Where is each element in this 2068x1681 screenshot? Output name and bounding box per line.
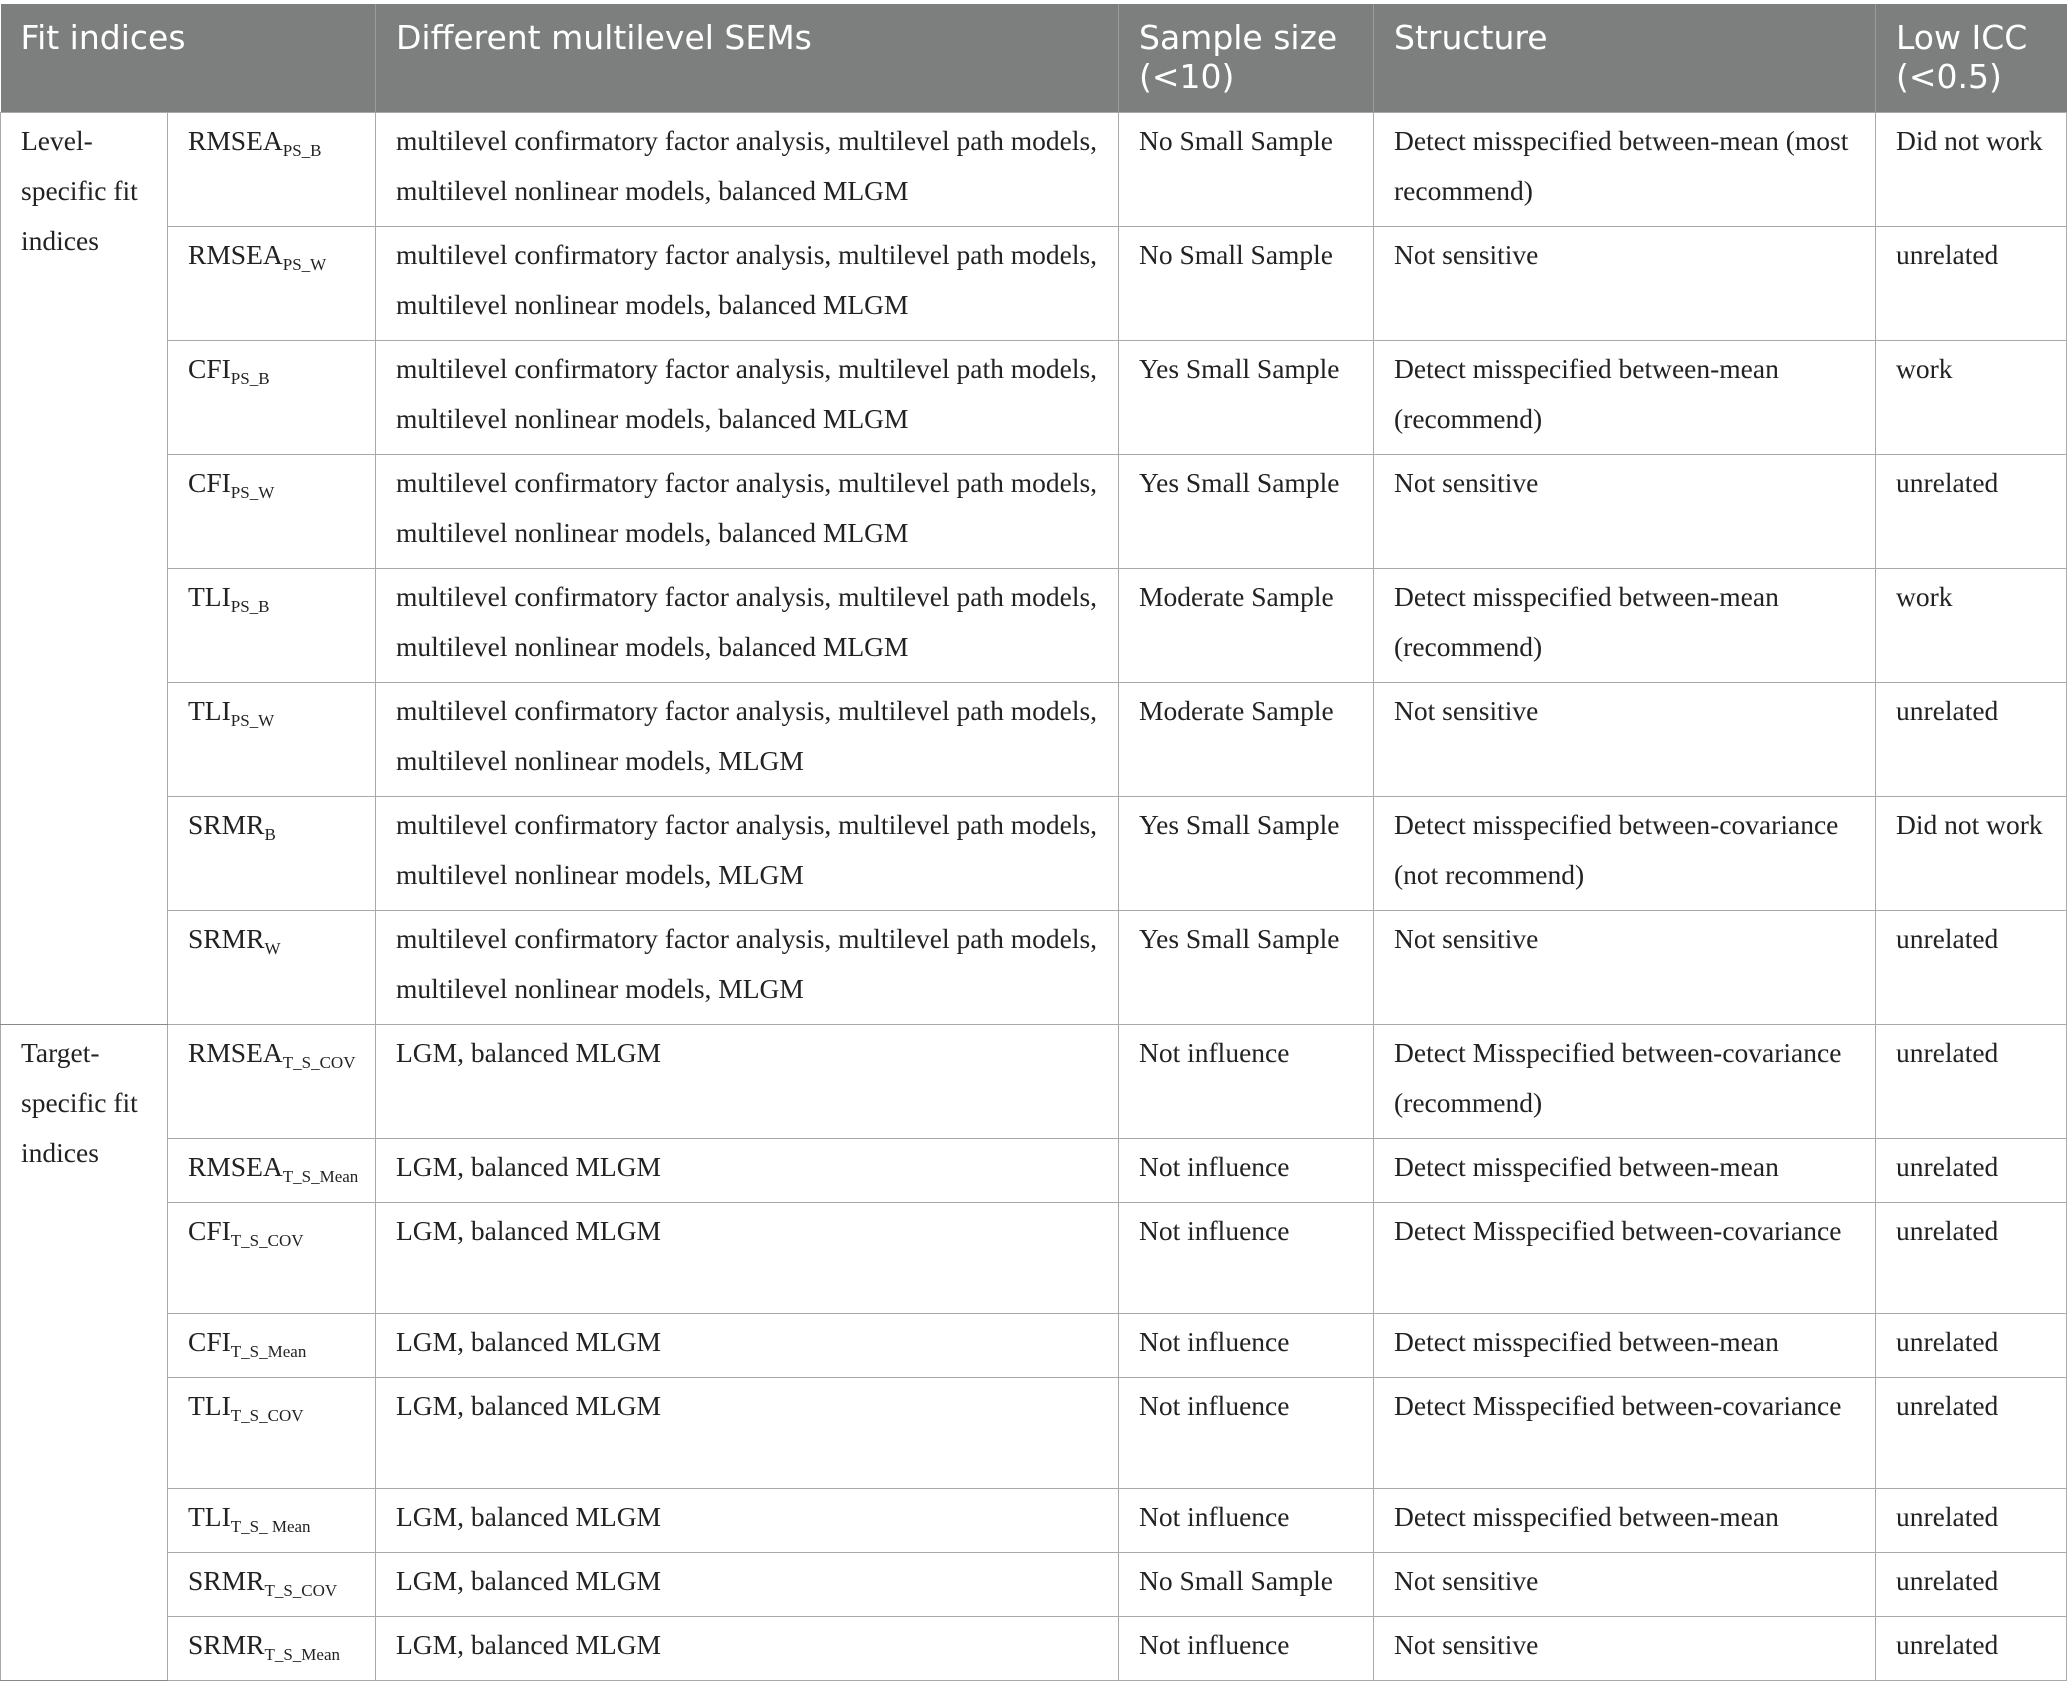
- sample-size-cell: No Small Sample: [1119, 227, 1374, 341]
- models-cell: LGM, balanced MLGM: [376, 1617, 1119, 1681]
- structure-cell: Detect misspecified between-mean: [1374, 1139, 1876, 1203]
- sample-size-cell: No Small Sample: [1119, 113, 1374, 227]
- sample-size-cell: Not influence: [1119, 1489, 1374, 1553]
- fit-index-name: TLI: [188, 695, 231, 726]
- sample-size-cell: Moderate Sample: [1119, 683, 1374, 797]
- fit-index-subscript: T_S_COV: [230, 1406, 304, 1425]
- fit-indices-table-wrapper: [0, 4, 2066, 1681]
- fit-index-name: SRMR: [188, 1565, 265, 1596]
- fit-index-name: RMSEA: [188, 125, 283, 156]
- structure-cell: Detect Misspecified between-covariance (recommend): [1374, 1025, 1876, 1139]
- fit-index-name: CFI: [188, 353, 231, 384]
- fit-index-cell: [168, 797, 376, 911]
- low-icc-cell: unrelated: [1876, 683, 2067, 797]
- table-row: [1, 1378, 2067, 1489]
- low-icc-cell: Did not work: [1876, 113, 2067, 227]
- sample-size-cell: Yes Small Sample: [1119, 455, 1374, 569]
- fit-index-cell: [168, 113, 376, 227]
- low-icc-cell: unrelated: [1876, 455, 2067, 569]
- table-row: [1, 341, 2067, 455]
- structure-cell: Detect misspecified between-mean (recommend): [1374, 341, 1876, 455]
- table-row: [1, 569, 2067, 683]
- table-row: [1, 1314, 2067, 1378]
- models-cell: multilevel confirmatory factor analysis, multilevel path models, multilevel nonlinear models, balanced MLGM: [376, 227, 1119, 341]
- header-structure: Structure: [1374, 4, 1876, 113]
- fit-index-subscript: T_S_COV: [230, 1231, 304, 1250]
- group-target-specific: Target-specific fit indices: [1, 1025, 168, 1681]
- fit-index-subscript: T_S_Mean: [230, 1342, 307, 1361]
- low-icc-cell: Did not work: [1876, 797, 2067, 911]
- table-row: [1, 1553, 2067, 1617]
- fit-index-cell: [168, 911, 376, 1025]
- table-row: [1, 227, 2067, 341]
- fit-index-subscript: PS_B: [230, 597, 270, 616]
- structure-cell: Not sensitive: [1374, 227, 1876, 341]
- fit-index-name: SRMR: [188, 1629, 265, 1660]
- fit-index-cell: [168, 683, 376, 797]
- structure-cell: Detect Misspecified between-covariance: [1374, 1378, 1876, 1489]
- header-fit-indices: Fit indices: [1, 4, 376, 113]
- fit-index-name: CFI: [188, 1326, 231, 1357]
- low-icc-cell: unrelated: [1876, 1203, 2067, 1314]
- low-icc-cell: unrelated: [1876, 1314, 2067, 1378]
- fit-index-name: SRMR: [188, 923, 265, 954]
- fit-index-subscript: PS_W: [282, 255, 327, 274]
- fit-index-name: RMSEA: [188, 239, 283, 270]
- models-cell: LGM, balanced MLGM: [376, 1314, 1119, 1378]
- sample-size-cell: Yes Small Sample: [1119, 797, 1374, 911]
- models-cell: multilevel confirmatory factor analysis, multilevel path models, multilevel nonlinear models, balanced MLGM: [376, 341, 1119, 455]
- fit-index-cell: [168, 1314, 376, 1378]
- models-cell: LGM, balanced MLGM: [376, 1553, 1119, 1617]
- fit-index-subscript: B: [264, 825, 276, 844]
- fit-index-subscript: T_S_COV: [264, 1581, 338, 1600]
- fit-index-cell: [168, 1617, 376, 1681]
- fit-index-cell: [168, 341, 376, 455]
- low-icc-cell: unrelated: [1876, 1139, 2067, 1203]
- sample-size-cell: Not influence: [1119, 1314, 1374, 1378]
- sample-size-cell: Yes Small Sample: [1119, 341, 1374, 455]
- fit-index-subscript: T_S_COV: [282, 1053, 356, 1072]
- structure-cell: Not sensitive: [1374, 1617, 1876, 1681]
- fit-index-name: TLI: [188, 581, 231, 612]
- models-cell: LGM, balanced MLGM: [376, 1203, 1119, 1314]
- models-cell: multilevel confirmatory factor analysis, multilevel path models, multilevel nonlinear models, balanced MLGM: [376, 455, 1119, 569]
- sample-size-cell: Not influence: [1119, 1617, 1374, 1681]
- fit-indices-table: [0, 4, 2067, 1681]
- structure-cell: Detect misspecified between-mean: [1374, 1314, 1876, 1378]
- table-row: [1, 1489, 2067, 1553]
- group-level-specific: Level-specific fit indices: [1, 113, 168, 1025]
- low-icc-cell: unrelated: [1876, 911, 2067, 1025]
- models-cell: LGM, balanced MLGM: [376, 1489, 1119, 1553]
- fit-index-name: TLI: [188, 1501, 231, 1532]
- fit-index-cell: [168, 1489, 376, 1553]
- fit-index-name: RMSEA: [188, 1037, 283, 1068]
- sample-size-cell: Not influence: [1119, 1025, 1374, 1139]
- low-icc-cell: unrelated: [1876, 1489, 2067, 1553]
- header-low-icc: Low ICC (<0.5): [1876, 4, 2067, 113]
- table-header: [1, 4, 2067, 113]
- fit-index-cell: [168, 1203, 376, 1314]
- sample-size-cell: Not influence: [1119, 1378, 1374, 1489]
- table-row: [1, 1139, 2067, 1203]
- fit-index-name: SRMR: [188, 809, 265, 840]
- structure-cell: Not sensitive: [1374, 683, 1876, 797]
- low-icc-cell: unrelated: [1876, 1617, 2067, 1681]
- sample-size-cell: Not influence: [1119, 1139, 1374, 1203]
- fit-index-subscript: PS_W: [230, 483, 275, 502]
- fit-index-subscript: W: [264, 939, 281, 958]
- fit-index-name: CFI: [188, 1215, 231, 1246]
- low-icc-cell: unrelated: [1876, 227, 2067, 341]
- fit-index-name: RMSEA: [188, 1151, 283, 1182]
- sample-size-cell: No Small Sample: [1119, 1553, 1374, 1617]
- models-cell: multilevel confirmatory factor analysis, multilevel path models, multilevel nonlinear models, MLGM: [376, 797, 1119, 911]
- sample-size-cell: Yes Small Sample: [1119, 911, 1374, 1025]
- structure-cell: Detect Misspecified between-covariance: [1374, 1203, 1876, 1314]
- structure-cell: Detect misspecified between-covariance (not recommend): [1374, 797, 1876, 911]
- structure-cell: Not sensitive: [1374, 911, 1876, 1025]
- low-icc-cell: unrelated: [1876, 1553, 2067, 1617]
- fit-index-subscript: PS_B: [230, 369, 270, 388]
- fit-index-cell: [168, 1139, 376, 1203]
- models-cell: LGM, balanced MLGM: [376, 1025, 1119, 1139]
- fit-index-cell: [168, 1553, 376, 1617]
- fit-index-cell: [168, 227, 376, 341]
- table-row: [1, 797, 2067, 911]
- header-models: Different multilevel SEMs: [376, 4, 1119, 113]
- sample-size-cell: Not influence: [1119, 1203, 1374, 1314]
- models-cell: multilevel confirmatory factor analysis, multilevel path models, multilevel nonlinear models, balanced MLGM: [376, 569, 1119, 683]
- table-body: [1, 113, 2067, 1681]
- table-row: [1, 911, 2067, 1025]
- fit-index-cell: [168, 569, 376, 683]
- table-row: [1, 455, 2067, 569]
- table-row: [1, 1203, 2067, 1314]
- fit-index-name: TLI: [188, 1390, 231, 1421]
- models-cell: multilevel confirmatory factor analysis, multilevel path models, multilevel nonlinear models, balanced MLGM: [376, 113, 1119, 227]
- structure-cell: Not sensitive: [1374, 455, 1876, 569]
- structure-cell: Detect misspecified between-mean (recommend): [1374, 569, 1876, 683]
- header-sample-size: Sample size (<10): [1119, 4, 1374, 113]
- fit-index-subscript: T_S_ Mean: [230, 1517, 311, 1536]
- table-row: [1, 683, 2067, 797]
- fit-index-subscript: T_S_Mean: [264, 1645, 340, 1664]
- models-cell: multilevel confirmatory factor analysis, multilevel path models, multilevel nonlinear models, MLGM: [376, 911, 1119, 1025]
- table-row: [1, 113, 2067, 227]
- structure-cell: Detect misspecified between-mean (most recommend): [1374, 113, 1876, 227]
- low-icc-cell: work: [1876, 569, 2067, 683]
- models-cell: multilevel confirmatory factor analysis, multilevel path models, multilevel nonlinear models, MLGM: [376, 683, 1119, 797]
- models-cell: LGM, balanced MLGM: [376, 1378, 1119, 1489]
- models-cell: LGM, balanced MLGM: [376, 1139, 1119, 1203]
- low-icc-cell: work: [1876, 341, 2067, 455]
- fit-index-name: CFI: [188, 467, 231, 498]
- sample-size-cell: Moderate Sample: [1119, 569, 1374, 683]
- fit-index-subscript: PS_W: [230, 711, 275, 730]
- fit-index-cell: [168, 1378, 376, 1489]
- low-icc-cell: unrelated: [1876, 1025, 2067, 1139]
- fit-index-cell: [168, 1025, 376, 1139]
- fit-index-cell: [168, 455, 376, 569]
- fit-index-subscript: PS_B: [282, 141, 322, 160]
- table-row: [1, 1025, 2067, 1139]
- structure-cell: Detect misspecified between-mean: [1374, 1489, 1876, 1553]
- fit-index-subscript: T_S_Mean: [282, 1167, 359, 1186]
- low-icc-cell: unrelated: [1876, 1378, 2067, 1489]
- structure-cell: Not sensitive: [1374, 1553, 1876, 1617]
- table-row: [1, 1617, 2067, 1681]
